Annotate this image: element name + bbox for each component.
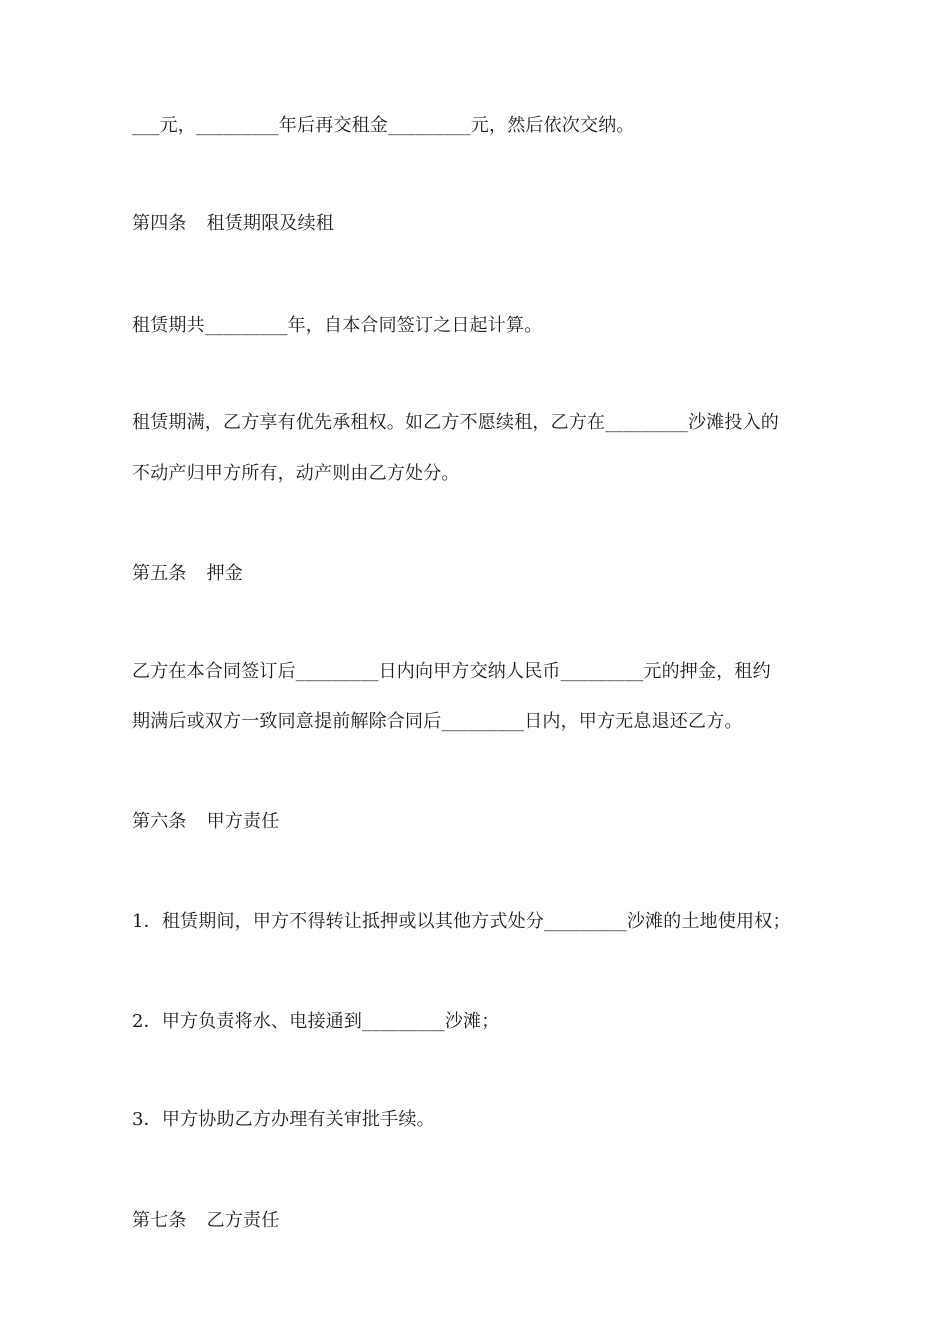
article-number: 第七条 (132, 1210, 187, 1231)
article-number: 第六条 (132, 811, 187, 832)
article-seven-heading (132, 1209, 832, 1233)
list-item-party-a-2: 2．甲方负责将水、电接通到_________沙滩； (132, 1011, 500, 1032)
article-title: 押金 (206, 563, 244, 584)
paragraph-rent-payment-continued: ___元，_________年后再交租金_________元，然后依次交纳。 (132, 115, 635, 136)
article-six-heading (132, 810, 832, 834)
article-number: 第四条 (132, 213, 187, 234)
list-item-party-a-3: 3．甲方协助乙方办理有关审批手续。 (132, 1109, 435, 1130)
article-title: 乙方责任 (206, 1210, 280, 1231)
article-five-heading (132, 562, 832, 586)
paragraph-deposit-line-1: 乙方在本合同签订后_________日内向甲方交纳人民币_________元的押金，租约 (132, 661, 771, 682)
article-number: 第五条 (132, 563, 187, 584)
article-title: 租赁期限及续租 (206, 213, 335, 234)
paragraph-deposit-line-2: 期满后或双方一致同意提前解除合同后_________日内，甲方无息退还乙方。 (132, 711, 743, 732)
article-four-heading (132, 212, 832, 236)
list-item-party-a-1: 1．租赁期间，甲方不得转让抵押或以其他方式处分_________沙滩的土地使用权； (132, 911, 791, 932)
paragraph-lease-term: 租赁期共_________年，自本合同签订之日起计算。 (132, 315, 543, 336)
paragraph-renewal-line-2: 不动产归甲方所有，动产则由乙方处分。 (132, 463, 460, 484)
paragraph-renewal-line-1: 租赁期满，乙方享有优先承租权。如乙方不愿续租，乙方在_________沙滩投入的 (132, 412, 779, 433)
article-title: 甲方责任 (206, 811, 280, 832)
